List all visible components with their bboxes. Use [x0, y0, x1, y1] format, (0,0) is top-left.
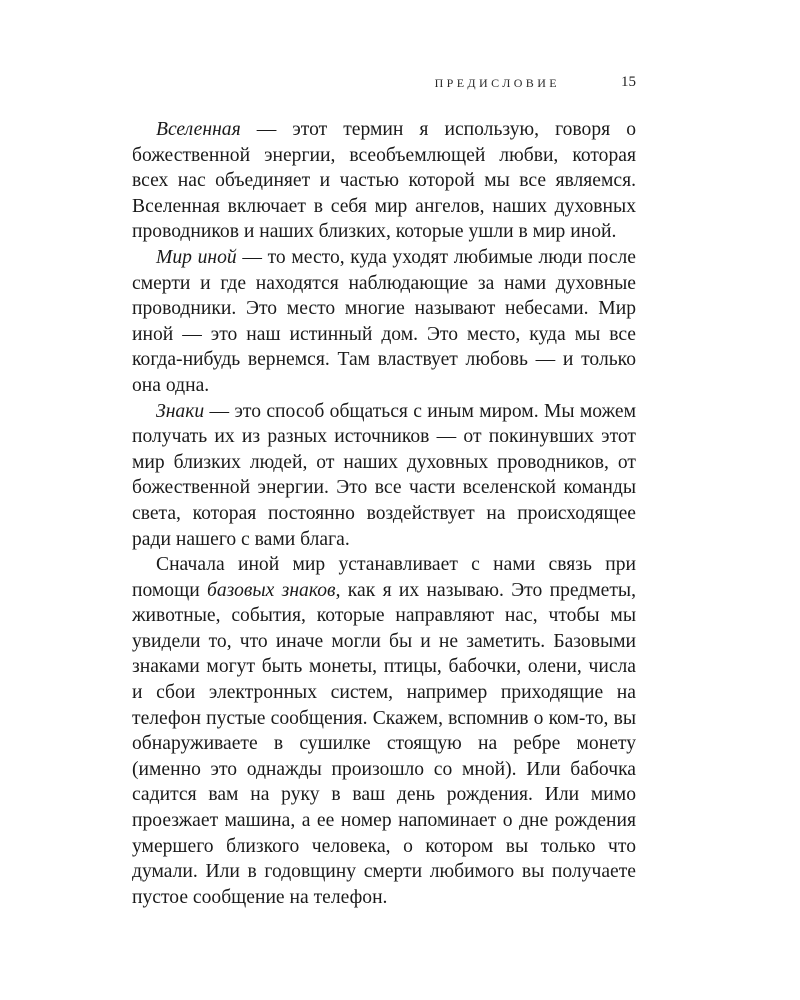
- term-other-world: Мир иной: [156, 246, 237, 268]
- paragraph-other-world-text: — то место, куда уходят любимые люди после смерти и где находятся наблюдающие за нами духовные проводники. Это место многие называют небесами. Мир иной — это наш истинный дом. Это место, куда мы все когда-нибудь вернемся. Там властвует любовь — и только она одна.: [132, 246, 636, 396]
- body-text: [132, 117, 636, 910]
- paragraph-signs: [132, 399, 636, 553]
- paragraph-basic-signs-lead: Сначала иной мир устанавливает с нами связь при помощи: [132, 554, 636, 601]
- running-head: [132, 74, 636, 94]
- paragraph-universe: [132, 117, 636, 245]
- paragraph-universe-text: — этот термин я использую, говоря о божественной энергии, всеобъемлющей любви, которая всех нас объединяет и частью которой мы все являемся. Вселенная включает в себя мир ангелов, наших духовных проводников и наших близких, которые ушли в мир иной.: [132, 119, 636, 243]
- term-signs: Знаки: [156, 400, 205, 422]
- section-title: ПРЕДИСЛОВИЕ: [434, 76, 560, 90]
- paragraph-other-world: [132, 245, 636, 399]
- term-basic-signs: базовых знаков: [207, 579, 336, 601]
- term-universe: Вселенная: [156, 119, 241, 140]
- paragraph-basic-signs-text: , как я их называю. Это предметы, животные, события, которые направляют нас, чтобы мы увидели то, что иначе могли бы и не заметить. Базовыми знаками могут быть монеты, птицы, бабочки, олени, числа и сбои электронных систем, например приходящие на телефон пустые сообщения. Скажем, вспомнив о ком-то, вы обнаруживаете в сушилке стоящую на ребре монету (именно это однажды произошло со мной). Или бабочка садится вам на руку в ваш день рождения. Или мимо проезжает машина, а ее номер напоминает о дне рождения умершего близкого человека, о котором вы только что думали. Или в годовщину смерти любимого вы получаете пустое сообщение на телефон.: [132, 579, 636, 908]
- paragraph-basic-signs: [132, 552, 636, 910]
- paragraph-signs-text: — это способ общаться с иным миром. Мы можем получать их из разных источников — от покинувших этот мир близких людей, от наших духовных проводников, от божественной энергии. Это все части вселенской команды света, которая постоянно воздействует на происходящее ради нашего с вами блага.: [132, 400, 636, 550]
- page-number: 15: [621, 74, 636, 90]
